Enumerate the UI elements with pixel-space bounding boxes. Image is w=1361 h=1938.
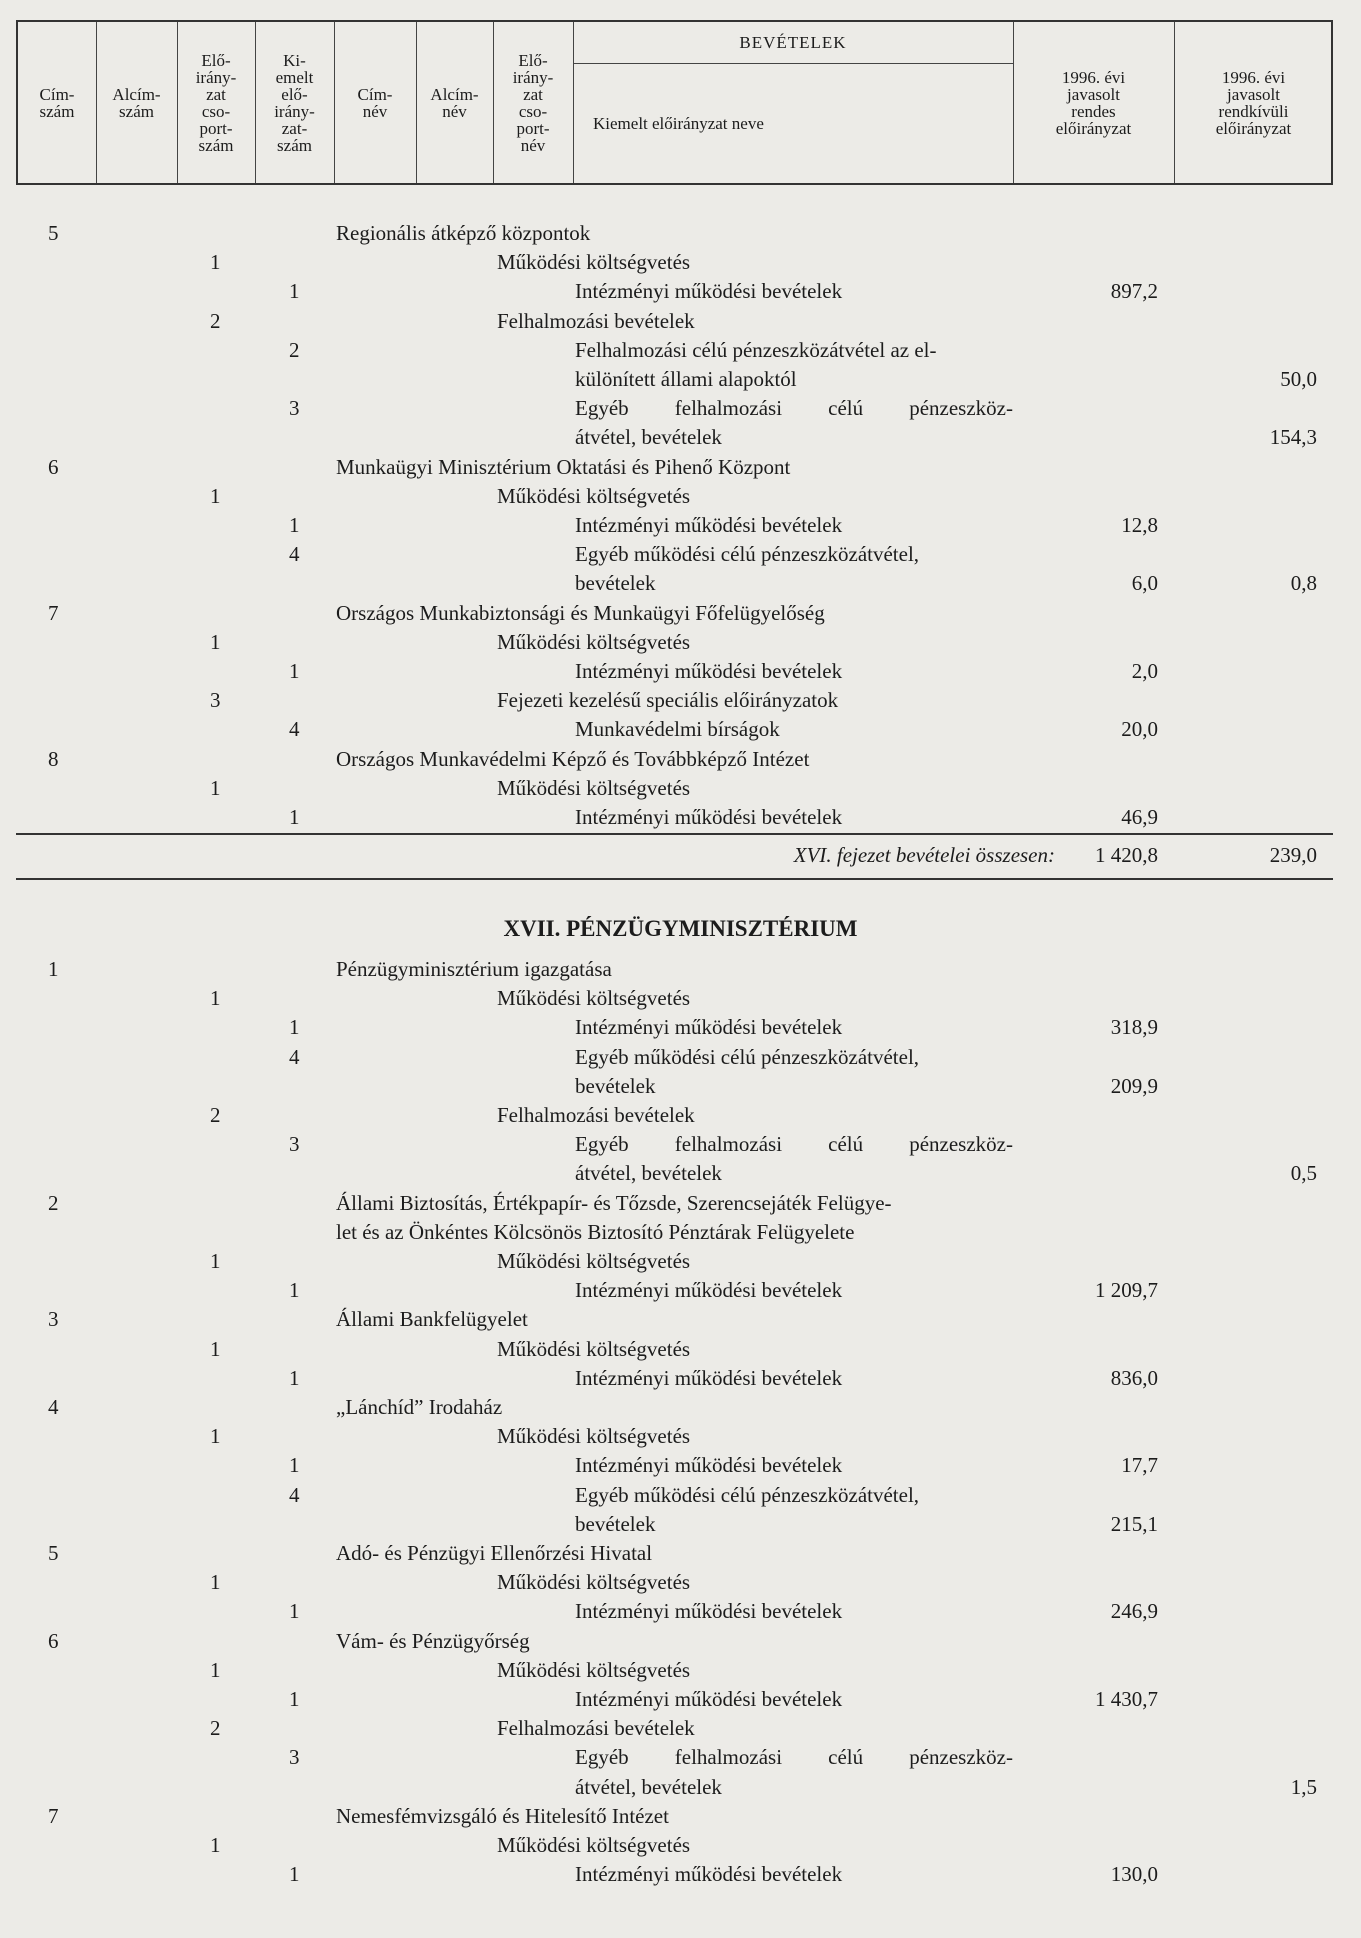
row-number: 1 <box>289 1687 300 1711</box>
row-number: 5 <box>48 1541 59 1565</box>
row-name: Felhalmozási bevételek <box>497 1103 695 1127</box>
table-row <box>0 686 1361 715</box>
row-name: Intézményi működési bevételek <box>575 659 843 683</box>
table-row <box>0 1743 1361 1772</box>
table-row <box>0 394 1361 423</box>
row-number: 8 <box>48 746 59 771</box>
header-alcim-szam: Alcím- szám <box>112 84 161 121</box>
row-name: Állami Bankfelügyelet <box>336 1307 528 1332</box>
rendes-value: 836,0 <box>1110 1365 1158 1390</box>
row-name: Intézményi működési bevételek <box>575 1599 843 1624</box>
row-number: 4 <box>289 717 300 742</box>
table-row <box>0 569 1361 598</box>
total-rendkivuli: 239,0 <box>1269 843 1317 867</box>
table-row <box>0 1218 1361 1247</box>
row-number: 1 <box>48 957 59 981</box>
table-row <box>0 1364 1361 1393</box>
row-name: let és az Önkéntes Kölcsönös Biztosító Pénztárak Felügyelete <box>336 1219 855 1244</box>
row-name: Működési költségvetés <box>497 775 691 800</box>
row-number: 1 <box>289 1862 300 1887</box>
rendes-value: 17,7 <box>1121 1453 1158 1478</box>
header-kiemelt-nev: Kiemelt előirányzat neve <box>593 113 764 133</box>
row-number: 1 <box>289 659 300 683</box>
header-kiemelt-szam: Ki- emelt elő- irány- zat- szám <box>274 50 315 155</box>
rendkivuli-value: 0,8 <box>1290 571 1317 596</box>
header-cim-nev: Cím- név <box>357 84 393 121</box>
row-number: 2 <box>48 1190 59 1215</box>
total-rendes: 1 420,8 <box>1095 843 1158 867</box>
row-number: 6 <box>48 1628 59 1653</box>
rendes-value: 20,0 <box>1121 717 1158 742</box>
row-number: 1 <box>210 1833 221 1857</box>
row-number: 5 <box>48 221 59 245</box>
row-name: bevételek <box>575 571 656 596</box>
row-number: 1 <box>289 279 300 304</box>
table-row <box>0 955 1361 984</box>
row-number: 1 <box>210 1657 221 1682</box>
table-row <box>0 307 1361 336</box>
row-number: 1 <box>289 1278 300 1303</box>
row-name: Egyéb felhalmozási célú pénzeszköz- <box>575 1745 1013 1770</box>
header-cim-szam: Cím- szám <box>39 84 75 121</box>
row-number: 1 <box>289 805 300 829</box>
row-number: 1 <box>210 986 221 1011</box>
table-row <box>0 219 1361 248</box>
row-number: 1 <box>210 1570 221 1595</box>
row-name: Állami Biztosítás, Értékpapír- és Tőzsde, Szerencsejáték Felügye- <box>336 1190 892 1215</box>
row-name: Egyéb felhalmozási célú pénzeszköz- <box>575 1132 1013 1157</box>
row-name: Országos Munkabiztonsági és Munkaügyi Főfelügyelőség <box>336 600 825 625</box>
row-name: Működési költségvetés <box>497 483 691 508</box>
table-row <box>0 1072 1361 1101</box>
row-name: Működési költségvetés <box>497 250 691 275</box>
row-number: 1 <box>210 1249 221 1273</box>
table-row <box>0 1627 1361 1656</box>
table-row <box>0 1539 1361 1568</box>
header-rendes-eloiranyzat: 1996. évi javasolt rendes előirányzat <box>1055 67 1132 138</box>
row-name: „Lánchíd” Irodaház <box>336 1395 503 1419</box>
row-name: Egyéb működési célú pénzeszközátvétel, <box>575 1044 920 1069</box>
row-name: Munkavédelmi bírságok <box>575 717 780 742</box>
row-name: Működési költségvetés <box>497 629 691 654</box>
table-row <box>0 1101 1361 1130</box>
row-name: Intézményi működési bevételek <box>575 805 843 829</box>
row-name: Működési költségvetés <box>497 1336 691 1361</box>
row-number: 1 <box>210 250 221 275</box>
total-row <box>0 841 1361 870</box>
table-row <box>0 1305 1361 1334</box>
table-row <box>0 1422 1361 1451</box>
row-number: 4 <box>289 1482 300 1507</box>
table-row <box>0 1802 1361 1831</box>
table-row <box>0 1685 1361 1714</box>
row-number: 3 <box>289 396 300 421</box>
table-row <box>0 1335 1361 1364</box>
row-number: 2 <box>210 308 221 333</box>
row-number: 1 <box>289 1599 300 1624</box>
row-name: Vám- és Pénzügyőrség <box>336 1628 530 1653</box>
table-row <box>0 248 1361 277</box>
row-name: Működési költségvetés <box>497 1833 691 1857</box>
row-name: Intézményi működési bevételek <box>575 1015 843 1040</box>
row-name: Felhalmozási bevételek <box>497 1716 695 1741</box>
rendes-value: 2,0 <box>1131 659 1158 683</box>
table-row <box>0 1568 1361 1597</box>
table-row <box>0 1043 1361 1072</box>
rendes-value: 246,9 <box>1110 1599 1158 1624</box>
row-name: Regionális átképző központok <box>336 221 591 245</box>
table-row <box>0 745 1361 774</box>
table-row <box>0 599 1361 628</box>
total-separator <box>16 833 1333 835</box>
row-number: 1 <box>289 1365 300 1390</box>
row-name: Pénzügyminisztérium igazgatása <box>336 957 612 981</box>
table-row <box>0 453 1361 482</box>
table-row <box>0 423 1361 452</box>
row-number: 2 <box>289 337 300 362</box>
rendkivuli-value: 0,5 <box>1290 1161 1317 1186</box>
rendkivuli-value: 50,0 <box>1280 367 1317 391</box>
table-row <box>0 1714 1361 1743</box>
row-number: 3 <box>289 1745 300 1770</box>
row-number: 1 <box>289 1453 300 1478</box>
table-row <box>0 1481 1361 1510</box>
table-row <box>0 1860 1361 1889</box>
row-name: Intézményi működési bevételek <box>575 1278 843 1303</box>
total-label: XVI. fejezet bevételei összesen: <box>793 843 1055 867</box>
row-name: Intézményi működési bevételek <box>575 279 843 304</box>
rendes-value: 318,9 <box>1110 1015 1158 1040</box>
row-number: 4 <box>289 1044 300 1069</box>
rendkivuli-value: 1,5 <box>1290 1774 1317 1799</box>
row-number: 2 <box>210 1716 221 1741</box>
row-number: 1 <box>210 1424 221 1449</box>
table-row <box>0 1247 1361 1276</box>
row-number: 1 <box>210 629 221 654</box>
row-number: 7 <box>48 1803 59 1828</box>
table-row <box>0 540 1361 569</box>
section-title: XVII. PÉNZÜGYMINISZTÉRIUM <box>503 916 858 941</box>
rendes-value: 46,9 <box>1121 805 1158 829</box>
section-separator <box>16 878 1333 880</box>
row-name: Működési költségvetés <box>497 986 691 1011</box>
row-name: bevételek <box>575 1073 656 1098</box>
table-row <box>0 482 1361 511</box>
table-row <box>0 715 1361 744</box>
table-row <box>0 1276 1361 1305</box>
row-name: Működési költségvetés <box>497 1570 691 1595</box>
row-name: átvétel, bevételek <box>575 425 722 450</box>
table-row <box>0 1393 1361 1422</box>
table-row <box>0 1510 1361 1539</box>
row-name: átvétel, bevételek <box>575 1774 722 1799</box>
table-row <box>0 657 1361 686</box>
table-row <box>0 984 1361 1013</box>
row-number: 1 <box>289 513 300 537</box>
row-number: 1 <box>289 1015 300 1040</box>
rendes-value: 897,2 <box>1110 279 1158 304</box>
row-name: Adó- és Pénzügyi Ellenőrzési Hivatal <box>336 1541 653 1565</box>
row-name: Intézményi működési bevételek <box>575 1453 843 1478</box>
row-number: 2 <box>210 1103 221 1127</box>
row-number: 7 <box>48 600 59 625</box>
rendes-value: 12,8 <box>1121 513 1158 537</box>
rendes-value: 130,0 <box>1110 1862 1158 1887</box>
row-name: Felhalmozási bevételek <box>497 308 695 333</box>
rendes-value: 1 430,7 <box>1095 1687 1158 1711</box>
row-name: Egyéb működési célú pénzeszközátvétel, <box>575 1482 920 1507</box>
row-name: Intézményi működési bevételek <box>575 1365 843 1390</box>
table-row <box>0 1831 1361 1860</box>
row-number: 1 <box>210 1336 221 1361</box>
header-bevetelek: BEVÉTELEK <box>739 33 847 52</box>
row-name: Működési költségvetés <box>497 1249 691 1273</box>
table-row <box>0 336 1361 365</box>
rendes-value: 6,0 <box>1131 571 1158 596</box>
table-row <box>0 1656 1361 1685</box>
row-number: 3 <box>289 1132 300 1157</box>
row-name: Intézményi működési bevételek <box>575 1862 843 1887</box>
table-row <box>0 628 1361 657</box>
row-number: 1 <box>210 483 221 508</box>
row-name: bevételek <box>575 1511 656 1536</box>
row-number: 3 <box>210 688 221 713</box>
row-name: átvétel, bevételek <box>575 1161 722 1186</box>
row-number: 1 <box>210 775 221 800</box>
row-name: Nemesfémvizsgáló és Hitelesítő Intézet <box>336 1803 669 1828</box>
row-name: Egyéb működési célú pénzeszközátvétel, <box>575 542 920 567</box>
table-row <box>0 1189 1361 1218</box>
row-number: 6 <box>48 454 59 479</box>
row-name: Működési költségvetés <box>497 1657 691 1682</box>
row-name: Fejezeti kezelésű speciális előirányzatok <box>497 688 839 713</box>
row-number: 4 <box>289 542 300 567</box>
header-eloiranyzat-csoport-szam: Elő- irány- zat cso- port- szám <box>195 50 237 155</box>
rendes-value: 215,1 <box>1110 1511 1158 1536</box>
row-name: különített állami alapoktól <box>575 367 797 391</box>
header-rendkivuli-eloiranyzat: 1996. évi javasolt rendkívüli előirányzat <box>1215 67 1292 138</box>
row-name: Országos Munkavédelmi Képző és Továbbképző Intézet <box>336 746 810 771</box>
table-row <box>0 511 1361 540</box>
table-row <box>0 365 1361 394</box>
table-row <box>0 803 1361 832</box>
row-name: Felhalmozási célú pénzeszközátvétel az el- <box>575 337 937 362</box>
table-row <box>0 1597 1361 1626</box>
row-name: Intézményi működési bevételek <box>575 1687 843 1711</box>
table-row <box>0 1773 1361 1802</box>
rendes-value: 1 209,7 <box>1095 1278 1158 1303</box>
table-row <box>0 1451 1361 1480</box>
rendkivuli-value: 154,3 <box>1269 425 1317 450</box>
row-name: Egyéb felhalmozási célú pénzeszköz- <box>575 396 1013 421</box>
rendes-value: 209,9 <box>1110 1073 1158 1098</box>
table-row <box>0 277 1361 306</box>
row-name: Munkaügyi Minisztérium Oktatási és Pihenő Központ <box>336 454 791 479</box>
row-number: 3 <box>48 1307 59 1332</box>
table-row <box>0 1159 1361 1188</box>
table-row <box>0 1013 1361 1042</box>
row-name: Működési költségvetés <box>497 1424 691 1449</box>
table-row <box>0 774 1361 803</box>
table-row <box>0 1130 1361 1159</box>
row-name: Intézményi működési bevételek <box>575 513 843 537</box>
header-eloiranyzat-csoport-nev: Elő- irány- zat cso- port- név <box>512 50 554 155</box>
header-alcim-nev: Alcím- név <box>430 84 479 121</box>
row-number: 4 <box>48 1395 59 1419</box>
